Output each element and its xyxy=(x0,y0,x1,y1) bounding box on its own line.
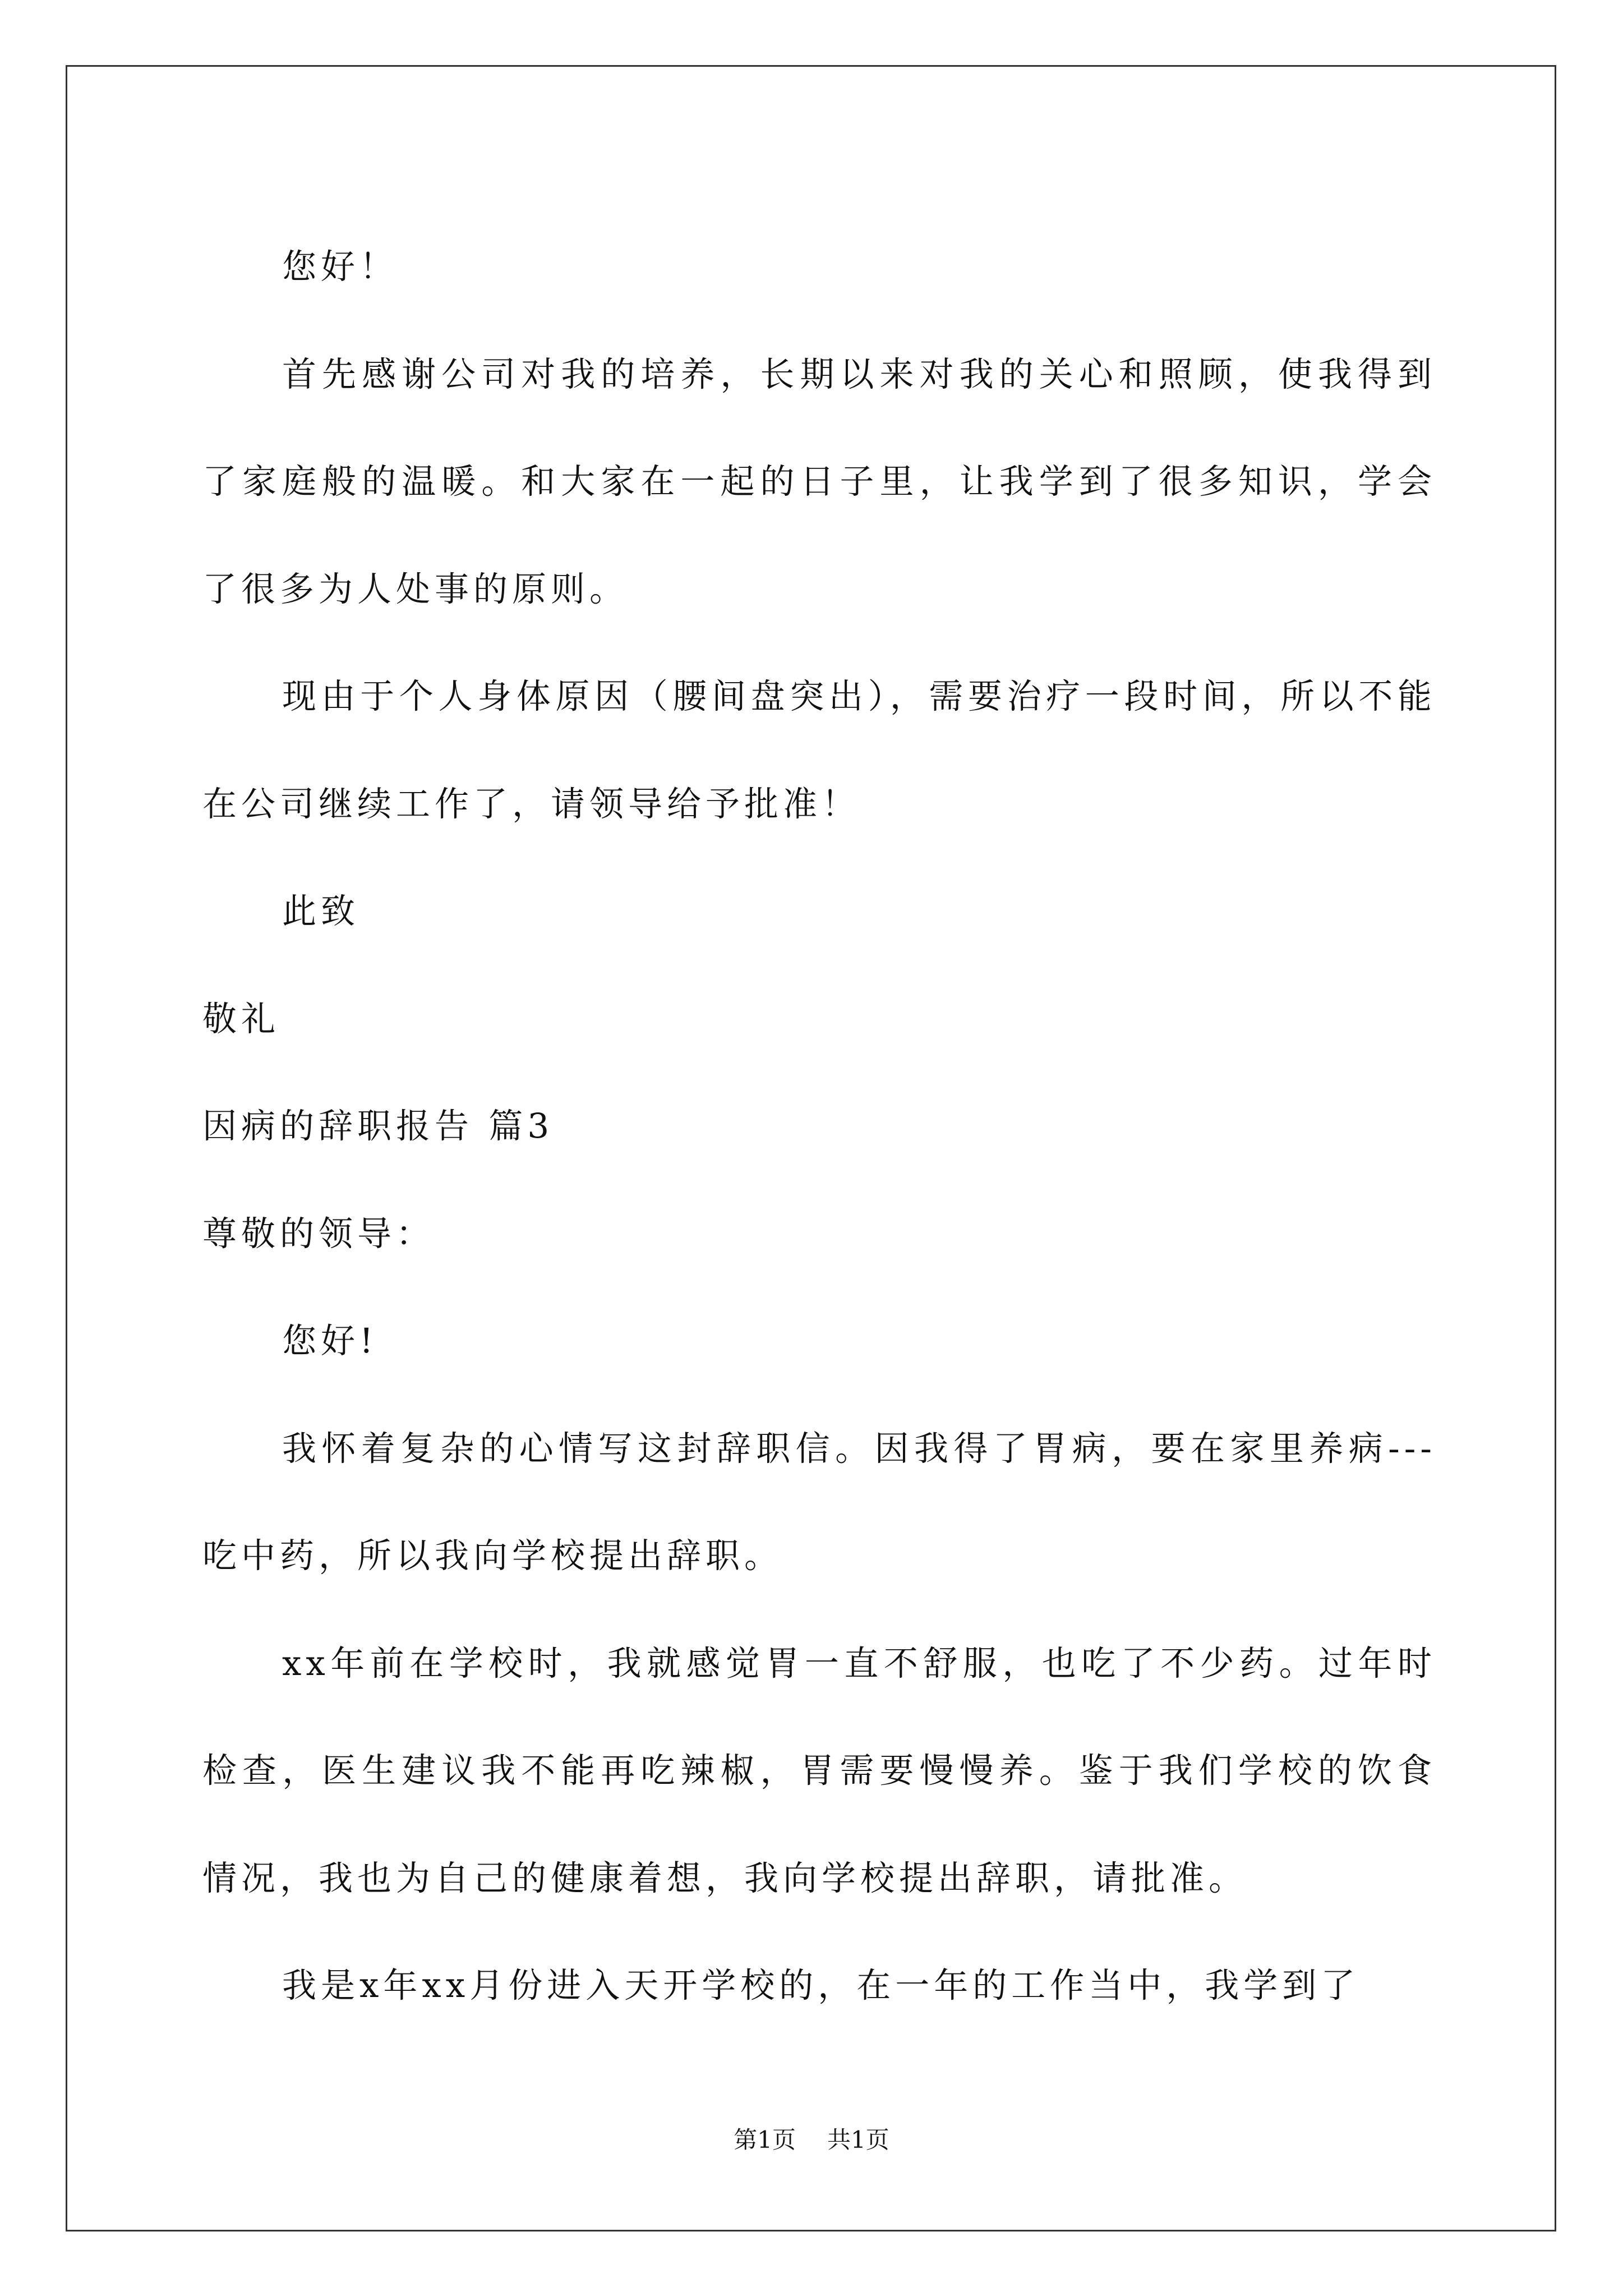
greeting-2: 您好! xyxy=(282,1321,378,1361)
paragraph-tenure: 我是x年xx月份进入天开学校的，在一年的工作当中，我学到了 xyxy=(282,1966,1360,2005)
page-footer xyxy=(0,2126,1623,2154)
page-total: 共1页 xyxy=(827,2126,889,2154)
section-heading: 因病的辞职报告 篇3 xyxy=(202,1106,554,1146)
paragraph-history: xx年前在学校时，我就感觉胃一直不舒服，也吃了不少药。过年时检查，医生建议我不能再吃辣椒，胃需要慢慢养。鉴于我们学校的饮食情况，我也为自己的健康着想，我向学校提出辞职，请批准。 xyxy=(202,1643,1436,1898)
closing-regards: 敬礼 xyxy=(202,999,280,1039)
paragraph-thanks: 首先感谢公司对我的培养，长期以来对我的关心和照顾，使我得到了家庭般的温暖。和大家在一起的日子里，让我学到了很多知识，学会了很多为人处事的原则。 xyxy=(202,354,1436,609)
page-number: 第1页 xyxy=(734,2126,796,2154)
addressee: 尊敬的领导： xyxy=(202,1213,435,1254)
greeting: 您好！ xyxy=(282,247,399,287)
paragraph-reason: 现由于个人身体原因（腰间盘突出），需要治疗一段时间，所以不能在公司继续工作了，请领导给予批准！ xyxy=(202,677,1436,824)
document-body xyxy=(202,213,1436,2040)
closing-salutation: 此致 xyxy=(282,891,360,931)
paragraph-illness: 我怀着复杂的心情写这封辞职信。因我得了胃病，要在家里养病---吃中药，所以我向学校提出辞职。 xyxy=(202,1428,1436,1576)
